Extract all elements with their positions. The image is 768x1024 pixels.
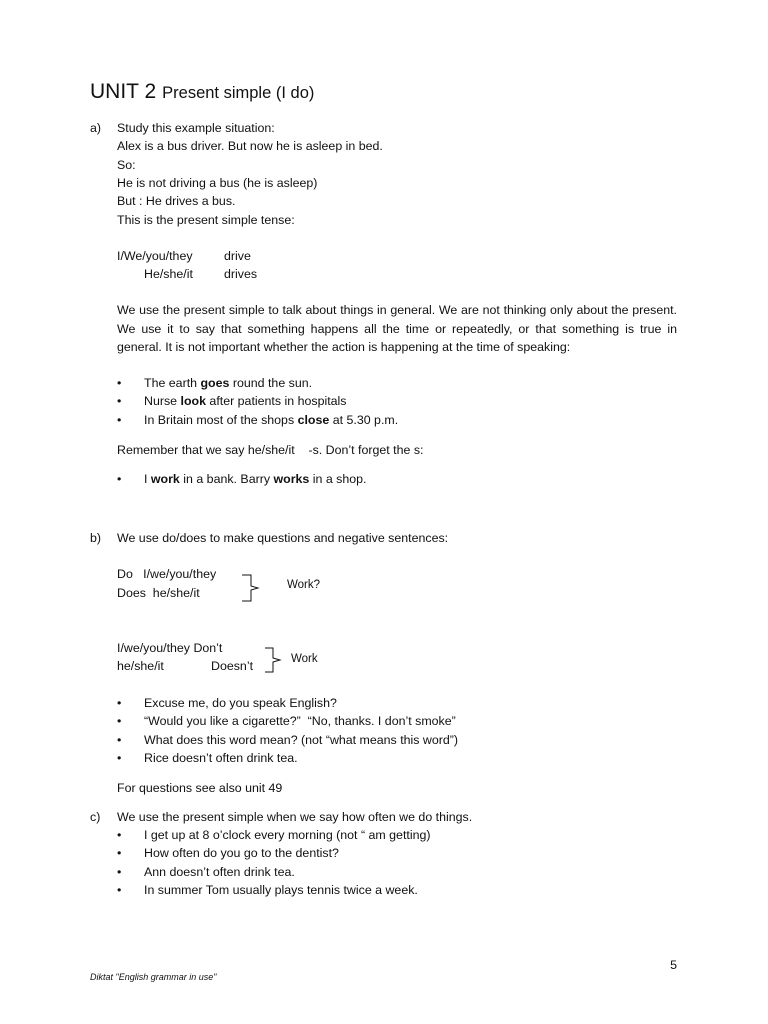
bullet-icon: • <box>117 376 122 390</box>
bullet-icon: • <box>117 733 122 747</box>
brace-icon <box>262 646 288 674</box>
negative-form-line: I/we/you/they Don’t <box>117 641 223 655</box>
negative-form-aux: Doesn’t <box>211 659 254 673</box>
list-item: How often do you go to the dentist? <box>144 846 339 860</box>
bullet-icon: • <box>117 751 122 765</box>
bullet-icon: • <box>117 883 122 897</box>
section-a-line: Alex is a bus driver. But now he is asleep in bed. <box>117 139 383 153</box>
section-b-marker: b) <box>90 531 102 545</box>
section-a-marker: a) <box>90 121 102 135</box>
section-a-line: But : He drives a bus. <box>117 194 236 208</box>
list-item: The earth goes round the sun. <box>144 376 313 390</box>
list-item: Nurse look after patients in hospitals <box>144 394 347 408</box>
section-c-marker: c) <box>90 810 101 824</box>
section-a-line: He is not driving a bus (he is asleep) <box>117 176 318 190</box>
negative-form-subject: he/she/it <box>117 659 164 673</box>
remember-note: Remember that we say he/she/it -s. Don’t forget the s: <box>117 443 424 457</box>
list-item: Rice doesn’t often drink tea. <box>144 751 298 765</box>
brace-icon <box>238 573 266 603</box>
bullet-icon: • <box>117 472 122 486</box>
section-c-intro: We use the present simple when we say how often we do things. <box>117 810 473 824</box>
conjugation-subject: I/We/you/they <box>117 249 193 263</box>
question-form-line: Do I/we/you/they <box>117 567 217 581</box>
list-item: I get up at 8 o’clock every morning (not “ am getting) <box>144 828 431 842</box>
footer-note: Diktat "English grammar in use" <box>90 972 217 982</box>
bullet-icon: • <box>117 413 122 427</box>
bullet-icon: • <box>117 714 122 728</box>
negative-verb: Work <box>291 653 318 665</box>
bullet-icon: • <box>117 696 122 710</box>
list-item: I work in a bank. Barry works in a shop. <box>144 472 367 486</box>
bullet-icon: • <box>117 865 122 879</box>
explanation-paragraph: We use the present simple to talk about things in general. We are not thinking only about the present. We use it to say that something happens all the time or repeatedly, or that something is true in general. It is not important whether the action is happening at the time of speaking: <box>117 303 677 354</box>
unit-subtitle: Present simple (I do) <box>162 84 315 102</box>
bullet-icon: • <box>117 394 122 408</box>
see-also-note: For questions see also unit 49 <box>117 781 283 795</box>
list-item: “Would you like a cigarette?” “No, thanks. I don’t smoke” <box>144 714 456 728</box>
list-item: In Britain most of the shops close at 5.30 p.m. <box>144 413 399 427</box>
section-a-line: This is the present simple tense: <box>117 213 295 227</box>
question-verb: Work? <box>287 579 321 591</box>
unit-number: UNIT 2 <box>90 80 157 103</box>
bullet-icon: • <box>117 828 122 842</box>
unit-title <box>90 80 314 104</box>
list-item: Ann doesn’t often drink tea. <box>144 865 295 879</box>
list-item: In summer Tom usually plays tennis twice a week. <box>144 883 418 897</box>
section-a-line: So: <box>117 158 136 172</box>
page-number: 5 <box>670 958 677 972</box>
list-item: What does this word mean? (not “what means this word”) <box>144 733 459 747</box>
list-item: Excuse me, do you speak English? <box>144 696 337 710</box>
section-a-line: Study this example situation: <box>117 121 275 135</box>
question-form-line: Does he/she/it <box>117 586 200 600</box>
section-b-intro: We use do/does to make questions and negative sentences: <box>117 531 449 545</box>
conjugation-verb: drive <box>224 249 251 263</box>
conjugation-subject: He/she/it <box>144 267 193 281</box>
bullet-icon: • <box>117 846 122 860</box>
conjugation-verb: drives <box>224 267 258 281</box>
